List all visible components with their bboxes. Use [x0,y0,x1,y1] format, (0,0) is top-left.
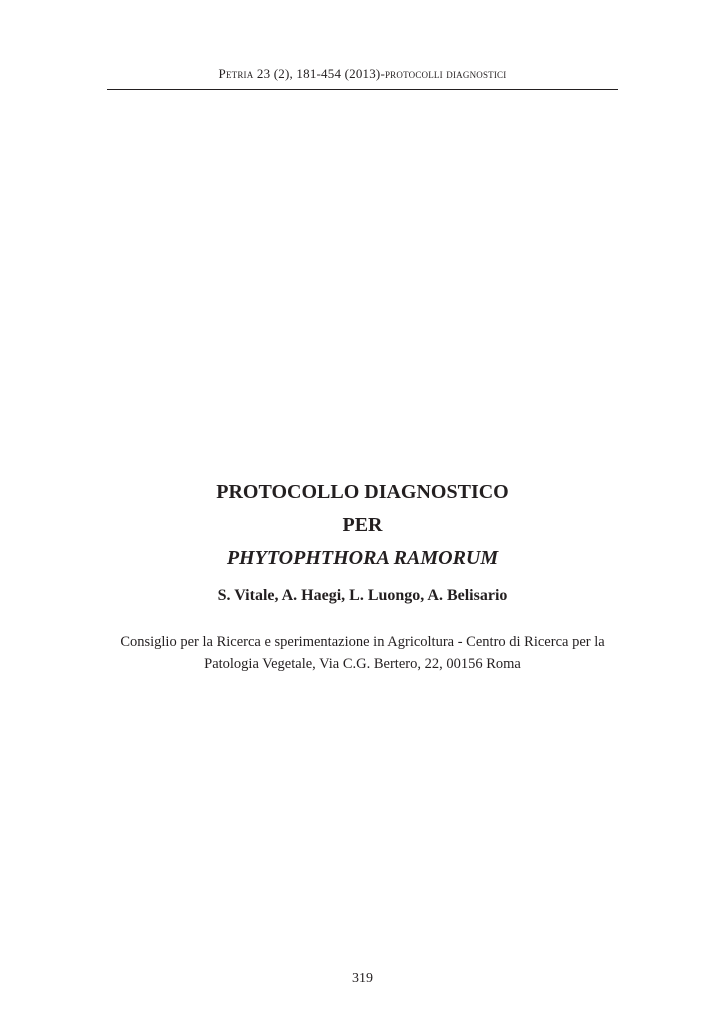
title-line-3-species: PHYTOPHTHORA RAMORUM [226,547,499,569]
title-block [0,476,725,575]
running-header: Petria 23 (2), 181-454 (2013)-protocolli diagnostici [218,66,507,81]
page-number: 319 [352,971,373,986]
title-line-1: PROTOCOLLO DIAGNOSTICO [216,481,509,503]
title-line-2: PER [342,514,383,536]
affiliation-line-1: Consiglio per la Ricerca e sperimentazione in Agricoltura - Centro di Ricerca per la [120,634,605,650]
affiliation [100,631,625,675]
affiliation-line-2: Patologia Vegetale, Via C.G. Bertero, 22, 00156 Roma [204,656,521,672]
authors: S. Vitale, A. Haegi, L. Luongo, A. Belisario [217,587,508,604]
header-rule [107,89,618,90]
